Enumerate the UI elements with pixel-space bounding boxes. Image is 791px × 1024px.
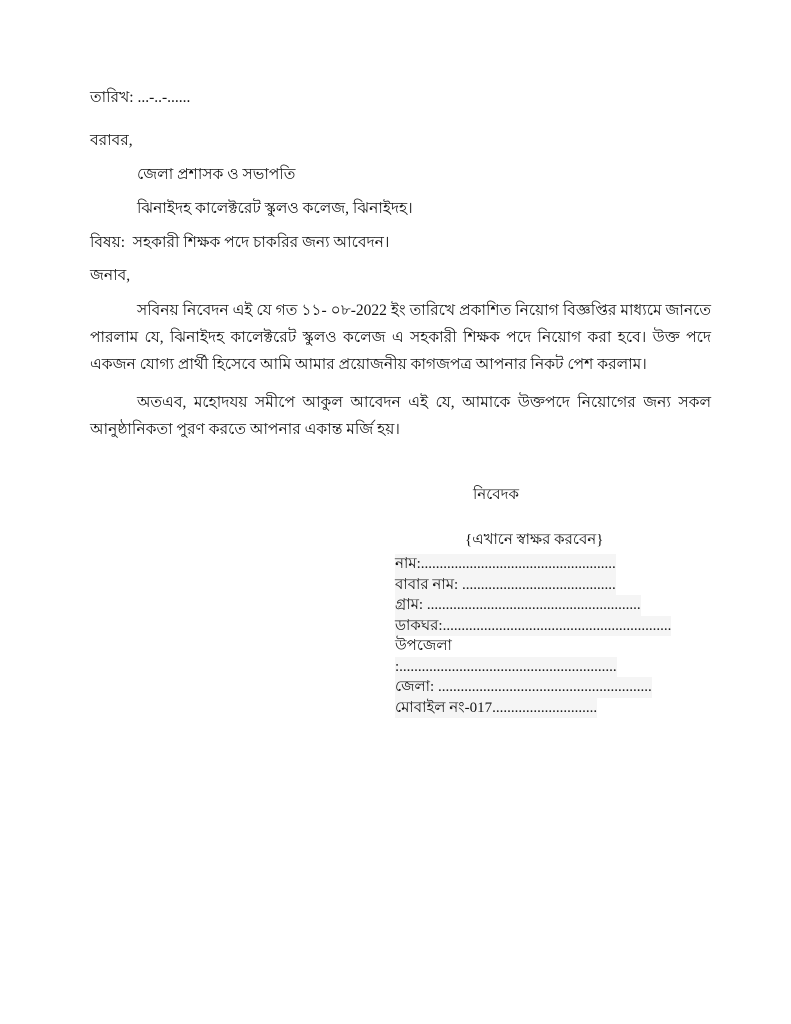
subject-line: বিষয়: সহকারী শিক্ষক পদে চাকরির জন্য আবেদন। [90,234,390,251]
recipient-salutation: বরাবর, [90,132,133,149]
signature-block [395,485,711,718]
recipient-line-designation: জেলা প্রশাসক ও সভাপতি [137,166,296,183]
body-paragraph-1: সবিনয় নিবেদন এই যে গত ১১- ০৮-2022 ইং তারিখে প্রকাশিত নিয়োগ বিজ্ঞপ্তির মাধ্যমে জানতে পারলাম যে, ঝিনাইদহ কালেক্টরেট স্কুলও কলেজ এ সহকারী শিক্ষক পদে নিয়োগ করা হবে। উক্ত পদে একজন যোগ্য প্রার্থী হিসেবে আমি আমার প্রয়োজনীয় কাগজপত্র আপনার নিকট পেশ করলাম। [90,302,715,373]
signature-field-upazila-label: উপজেলা [395,638,452,654]
signature-field-mobile: মোবাইল নং-017............................ [395,698,597,719]
sign-here-note: {এখানে স্বাক্ষর করবেন} [465,531,604,548]
signature-field-post-office: ডাকঘর:............................................................. [395,616,671,637]
greeting: জনাব, [90,267,131,284]
recipient-line-institution: ঝিনাইদহ কালেক্টরেট স্কুলও কলেজ, ঝিনাইদহ। [137,200,413,217]
closing-title: নিবেদক [473,487,519,503]
signature-field-name: নাম:.................................................... [395,554,616,575]
signature-field-upazila-dots: :.......................................................... [395,657,617,678]
signature-field-fathers-name: বাবার নাম: ......................................... [395,575,616,596]
body-paragraph-2: অতএব, মহোদযয় সমীপে আকুল আবেদন এই যে, আমাকে উক্তপদে নিয়োগের জন্য সকল আনুষ্ঠানিকতা পুরণ করতে আপনার একান্ত মর্জি হয়। [90,394,715,438]
signature-field-district: জেলা: ......................................................... [395,677,652,698]
signature-field-village: গ্রাম: ......................................................... [395,595,641,616]
date-line: তারিখ: ...-..-...... [90,89,191,106]
